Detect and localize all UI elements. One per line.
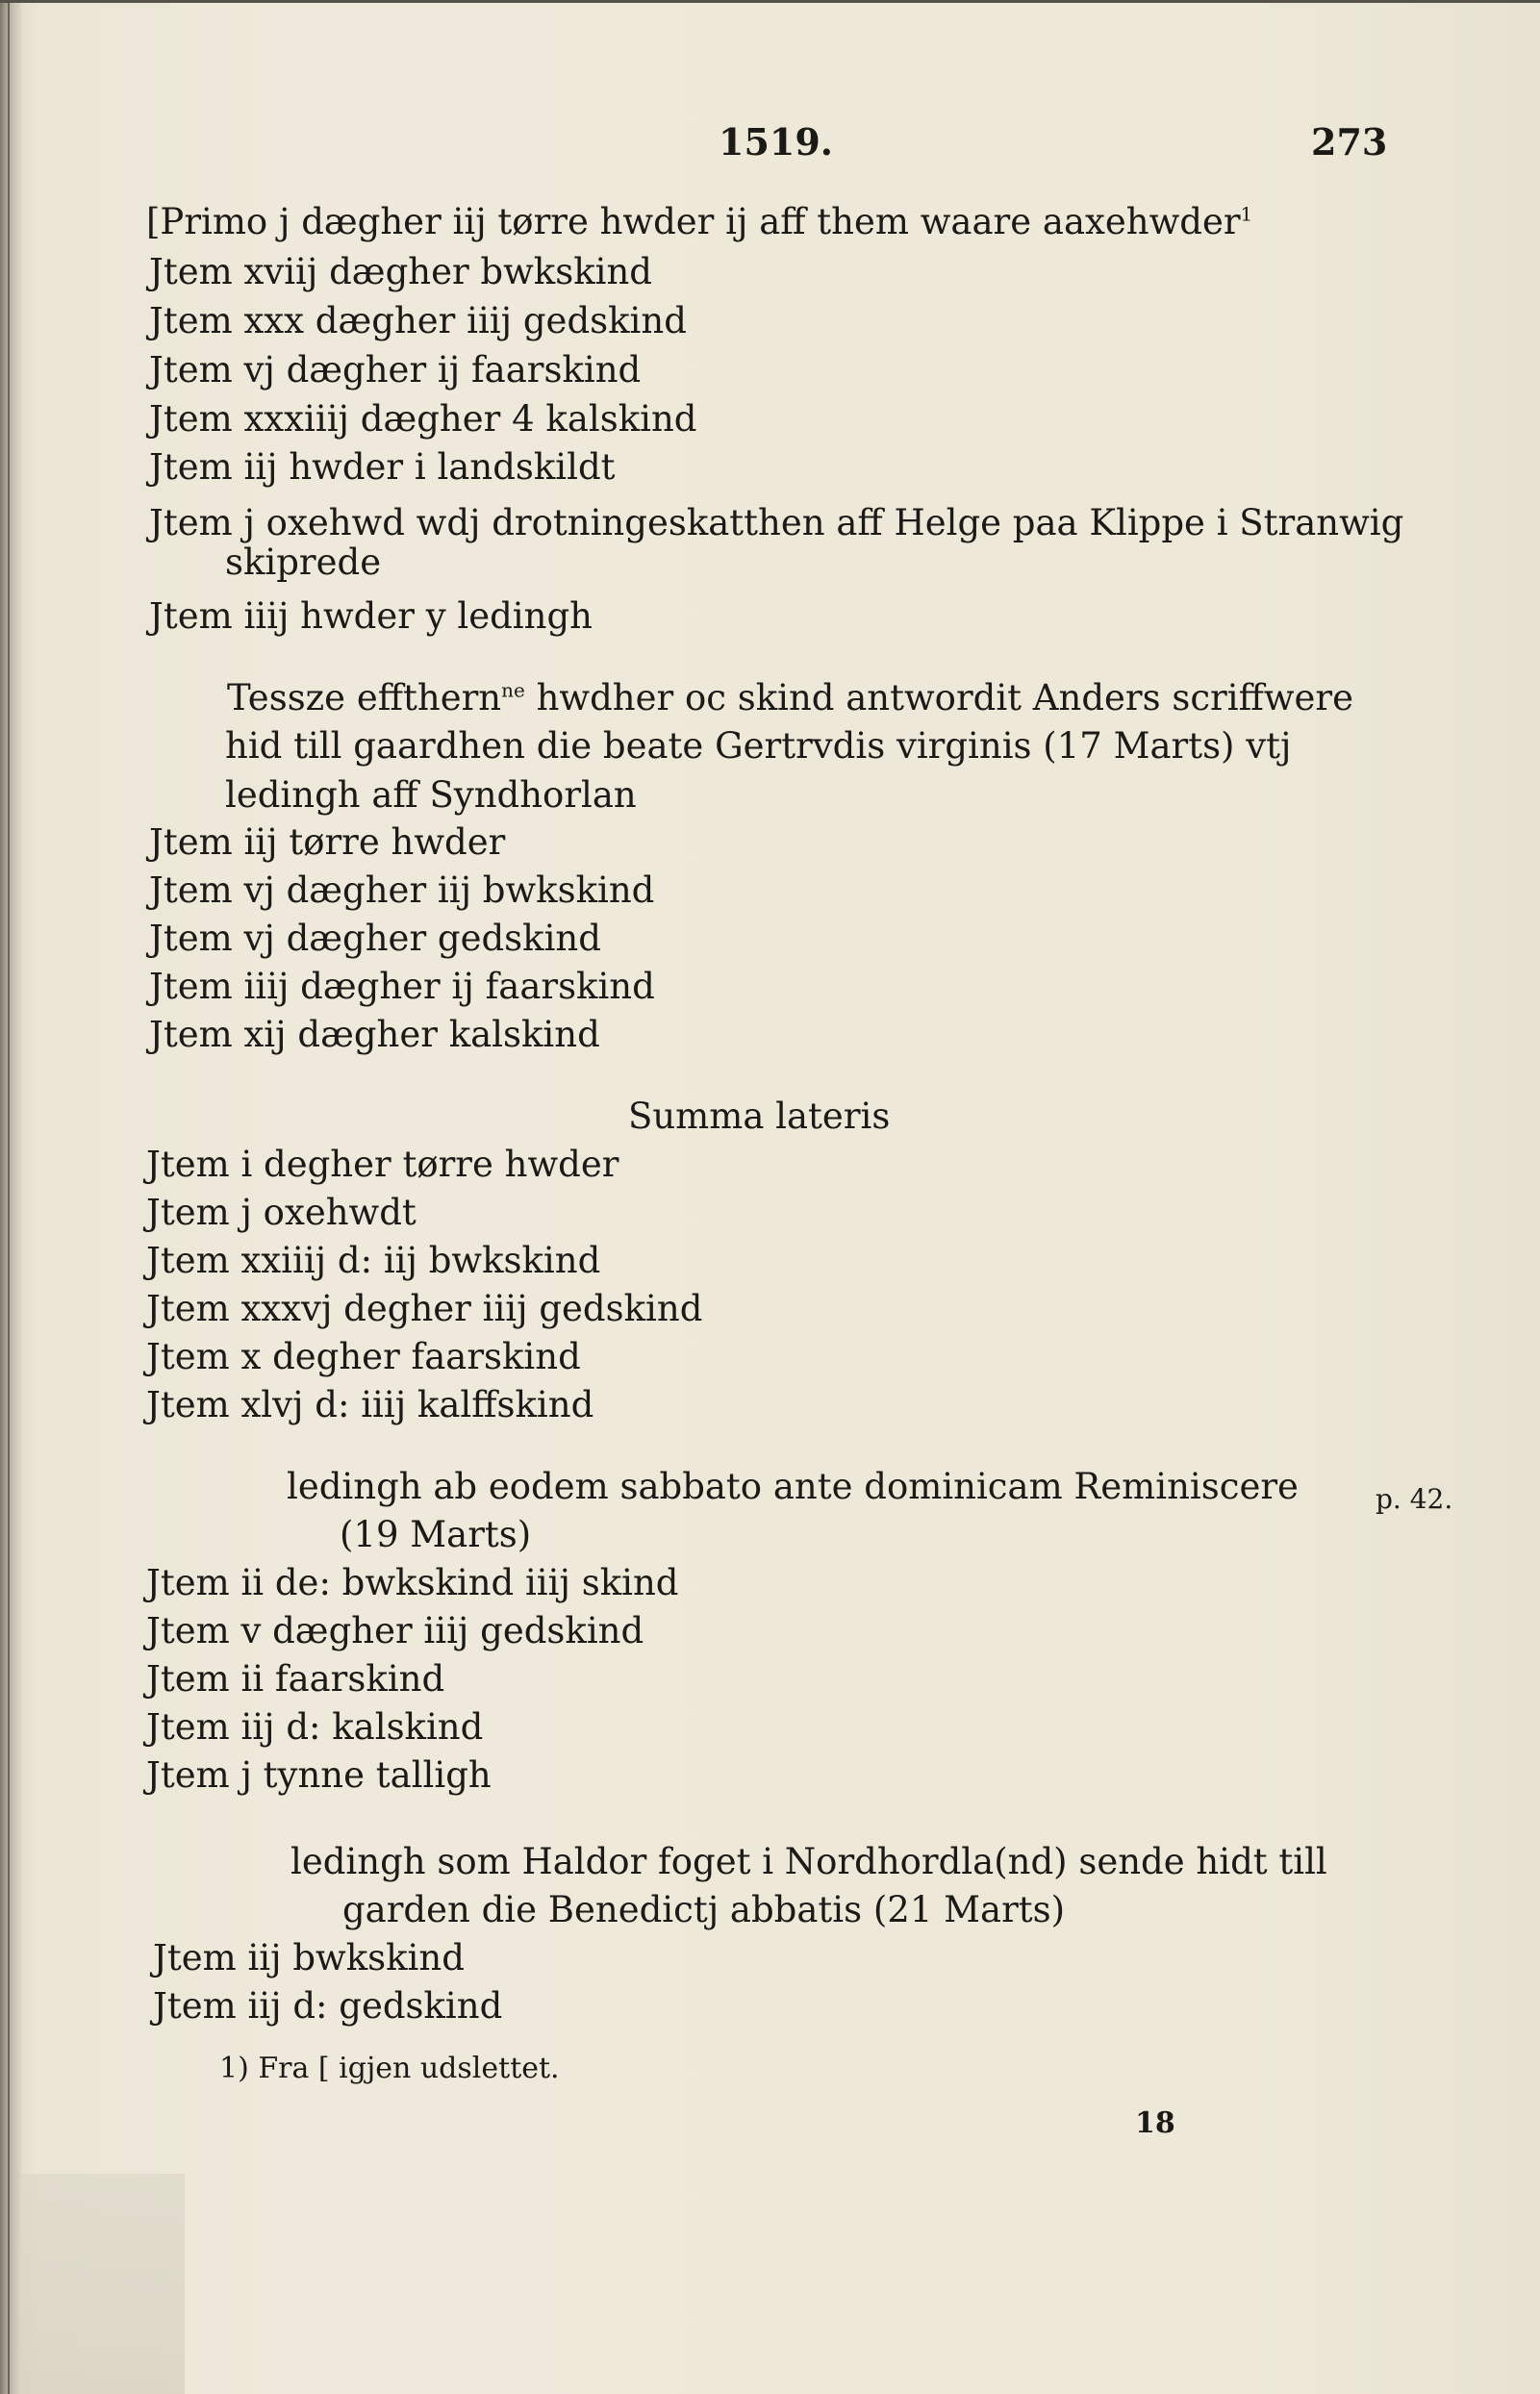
text-line: Jtem iij bwkskind [153,1937,465,1978]
text-line: Jtem j oxehwdt [146,1192,417,1233]
text-line: ledingh ab eodem sabbato ante dominicam Reminiscere [287,1466,1299,1507]
text-line: Jtem vj dægher iij bwkskind [149,869,655,911]
text-line: garden die Benedictj abbatis (21 Marts) [342,1889,1066,1930]
text-line: Jtem j tynne talligh [146,1754,492,1796]
text-line: Jtem iij d: gedskind [153,1985,503,2027]
text-line: ledingh som Haldor foget i Nordhordla(nd) sende hidt till [290,1841,1327,1882]
top-edge-line [0,0,1540,3]
text-line: [Primo j dægher iij tørre hwder ij aff them waare aaxehwder$^1$ [146,201,1253,242]
text-line: Jtem xxiiij d: iij bwkskind [146,1240,601,1281]
text-line: Jtem v dægher iiij gedskind [146,1610,644,1651]
text-line: hid till gaardhen die beate Gertrvdis virginis (17 Marts) vtj [225,725,1292,767]
running-head-year: 1519. [719,120,833,164]
text-line: Jtem xij dægher kalskind [149,1014,600,1055]
text-line: Jtem iij hwder i landskildt [149,446,616,488]
text-line: Tessze effthern$^{ne}$ hwdher oc skind antwordit Anders scriffwere [227,677,1354,718]
text-line: Jtem iij d: kalskind [146,1706,484,1748]
text-line: skiprede [225,542,382,583]
text-line: Jtem ii de: bwkskind iiij skind [146,1562,679,1603]
text-line: (19 Marts) [340,1514,532,1555]
text-line: Jtem xxx dægher iiij gedskind [149,300,687,341]
footnote-marker: 1 [1240,202,1253,226]
text-line: Jtem ii faarskind [146,1658,445,1700]
binding-line [8,0,10,2394]
text-line: Jtem xxxiiij dægher 4 kalskind [149,398,697,440]
text-line: Jtem xviij dægher bwkskind [149,251,652,292]
text-line: ledingh aff Syndhorlan [225,774,637,816]
text-line: Jtem j oxehwd wdj drotningeskatthen aff Helge paa Klippe i Stranwig [149,502,1404,543]
text-line: Jtem xxxvj degher iiij gedskind [146,1288,703,1329]
printer-signature-mark: 18 [1135,2106,1175,2140]
text-line: Jtem iiij hwder y ledingh [149,595,593,637]
text-line: Jtem x degher faarskind [146,1336,581,1377]
margin-page-reference: p. 42. [1376,1483,1453,1515]
text-line: Jtem iij tørre hwder [149,821,506,863]
section-heading: Summa lateris [628,1096,891,1137]
page-number: 273 [1311,120,1388,164]
text-line: Jtem iiij dægher ij faarskind [149,966,655,1007]
book-binding-edge [0,0,21,2394]
page-corner-shadow [21,2174,185,2394]
footnote-marker: 1) [219,2052,249,2085]
text-line: Jtem xlvj d: iiij kalffskind [146,1384,594,1425]
text-line: Jtem vj dægher gedskind [149,918,601,959]
text-line: Jtem vj dægher ij faarskind [149,349,642,391]
footnote: 1) Fra [ igjen udslettet. [219,2052,560,2085]
text-line: Jtem i degher tørre hwder [146,1144,619,1185]
